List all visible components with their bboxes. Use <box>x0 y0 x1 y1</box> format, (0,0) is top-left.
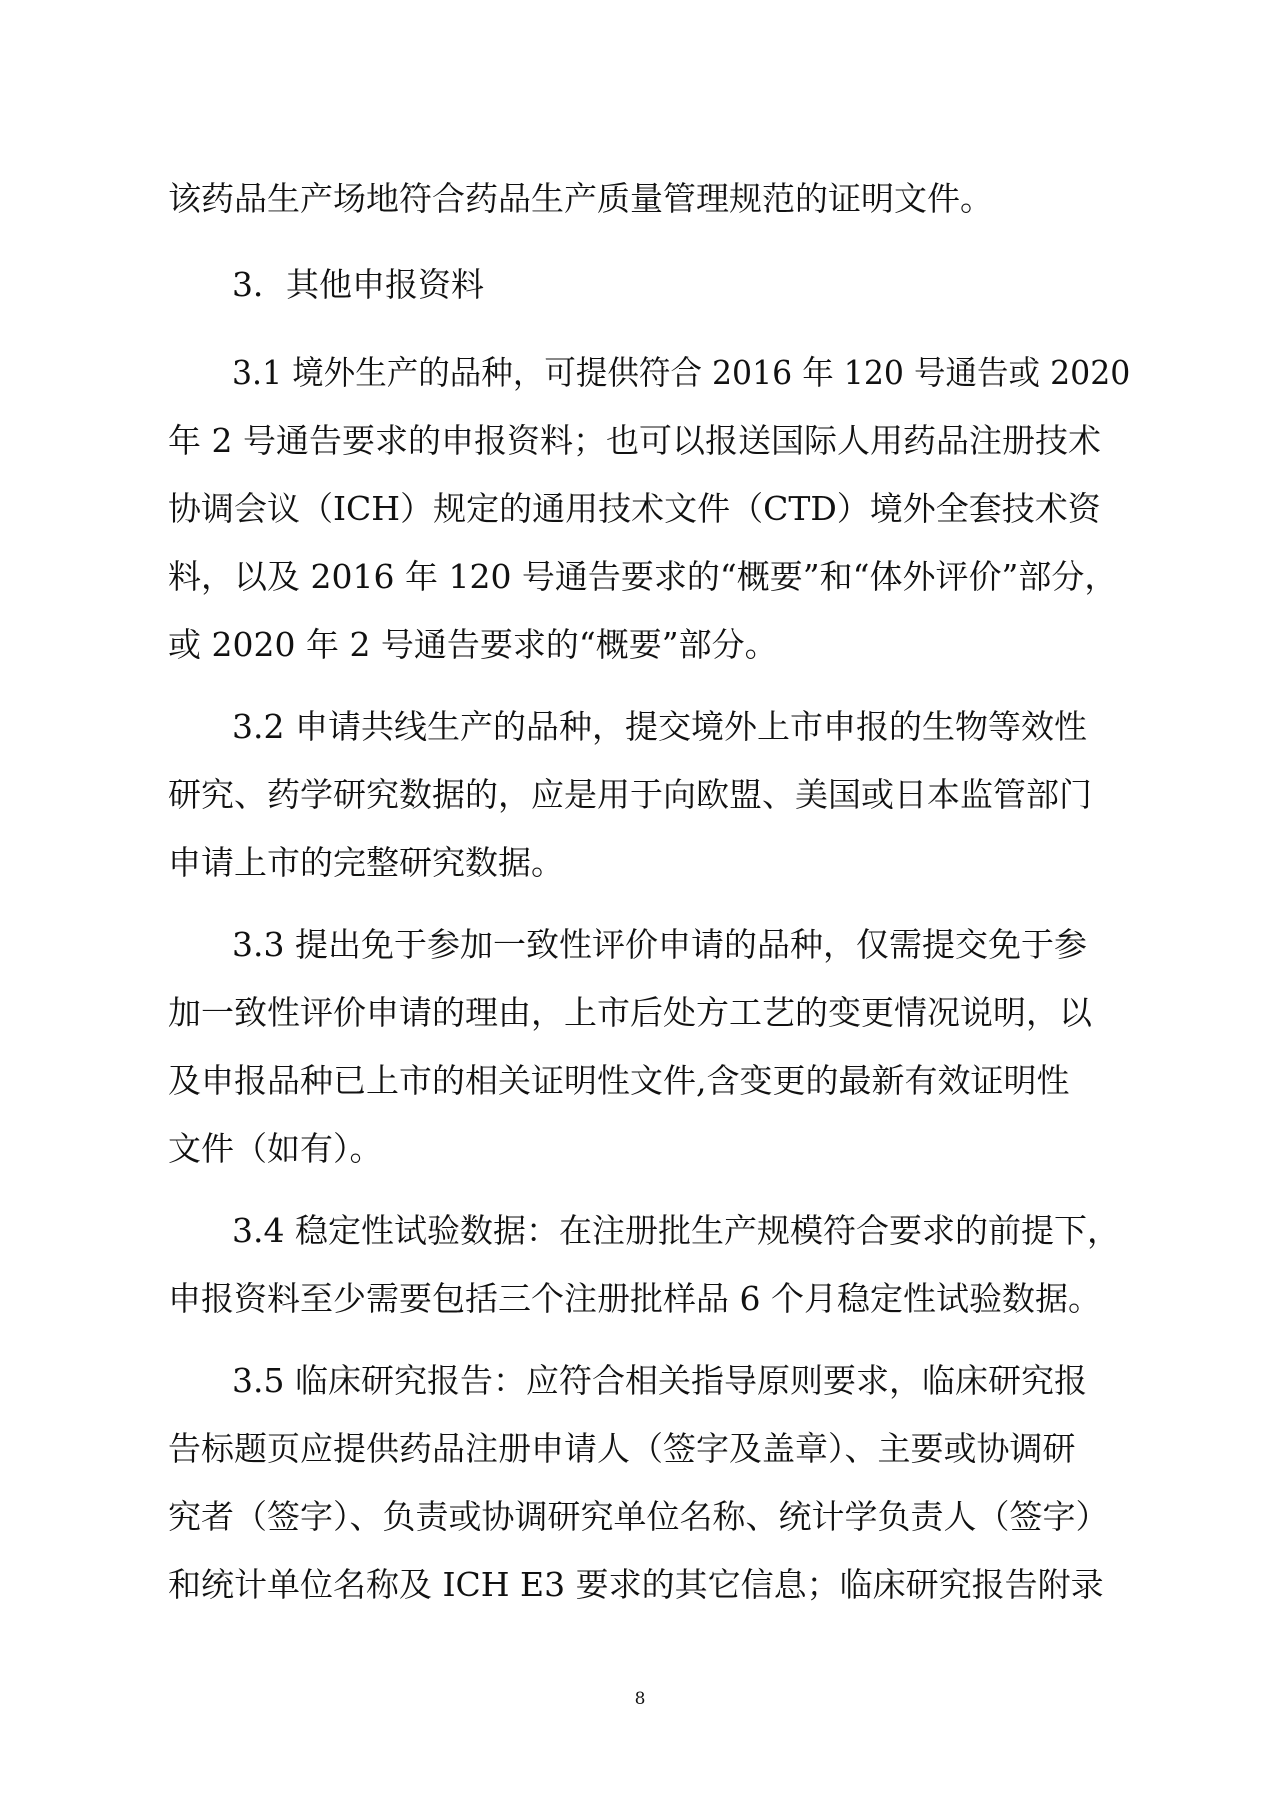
paragraph-line: 加一致性评价申请的理由，上市后处方工艺的变更情况说明，以 <box>168 993 1092 1032</box>
paragraph-line: 申报资料至少需要包括三个注册批样品 6 个月稳定性试验数据。 <box>168 1279 1101 1318</box>
paragraph-line: 3.4 稳定性试验数据：在注册批生产规模符合要求的前提下， <box>232 1211 1120 1250</box>
paragraph-line: 究者（签字）、负责或协调研究单位名称、统计学负责人（签字） <box>168 1497 1109 1536</box>
paragraph-line: 该药品生产场地符合药品生产质量管理规范的证明文件。 <box>168 179 993 218</box>
paragraph-line: 或 2020 年 2 号通告要求的“概要”部分。 <box>168 625 778 664</box>
paragraph-line: 及申报品种已上市的相关证明性文件,含变更的最新有效证明性 <box>168 1061 1070 1100</box>
paragraph-line: 研究、药学研究数据的，应是用于向欧盟、美国或日本监管部门 <box>168 775 1092 814</box>
paragraph-line: 料，以及 2016 年 120 号通告要求的“概要”和“体外评价”部分， <box>168 557 1118 596</box>
section-heading: 3．其他申报资料 <box>232 265 484 304</box>
paragraph-line: 协调会议（ICH）规定的通用技术文件（CTD）境外全套技术资 <box>168 489 1101 528</box>
page-number: 8 <box>634 1689 646 1709</box>
paragraph-line: 告标题页应提供药品注册申请人（签字及盖章）、主要或协调研 <box>168 1429 1076 1468</box>
paragraph-line: 3.1 境外生产的品种，可提供符合 2016 年 120 号通告或 2020 <box>232 353 1131 392</box>
paragraph-line: 3.2 申请共线生产的品种，提交境外上市申报的生物等效性 <box>232 707 1087 746</box>
paragraph-line: 和统计单位名称及 ICH E3 要求的其它信息；临床研究报告附录 <box>168 1565 1104 1604</box>
paragraph-line: 文件（如有）。 <box>168 1129 383 1168</box>
paragraph-line: 3.5 临床研究报告：应符合相关指导原则要求，临床研究报 <box>232 1361 1087 1400</box>
paragraph-line: 3.3 提出免于参加一致性评价申请的品种，仅需提交免于参 <box>232 925 1087 964</box>
paragraph-line: 申请上市的完整研究数据。 <box>168 843 564 882</box>
paragraph-line: 年 2 号通告要求的申报资料；也可以报送国际人用药品注册技术 <box>168 421 1101 460</box>
